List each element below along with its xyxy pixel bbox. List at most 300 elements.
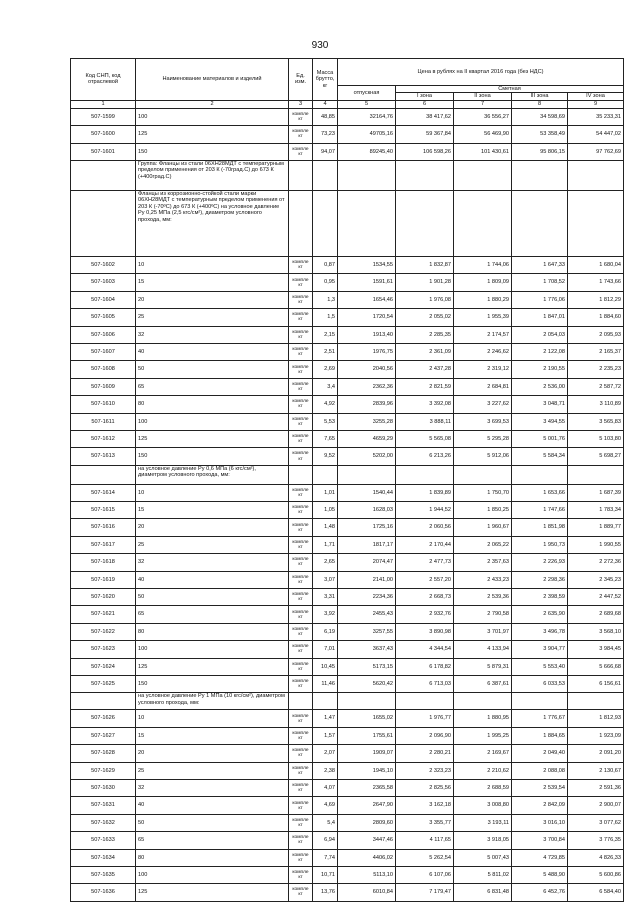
empty-cell [568, 161, 624, 191]
cell-zone-1-price: 3 162,18 [396, 797, 454, 814]
cell-zone-2-price: 6 831,48 [454, 884, 512, 901]
cell-code: 507-1620 [71, 589, 136, 606]
cell-name: 100 [136, 866, 289, 883]
empty-cell [71, 693, 136, 710]
cell-zone-1-price: 3 888,11 [396, 413, 454, 430]
cell-mass: 3,31 [313, 589, 338, 606]
cell-zone-2-price: 2 357,63 [454, 554, 512, 571]
header-estimate: Сметная [396, 86, 624, 93]
cell-mass: 3,07 [313, 571, 338, 588]
cell-zone-4-price: 1 812,29 [568, 291, 624, 308]
cell-unit: компле кт [289, 274, 313, 291]
cell-zone-3-price: 2 226,93 [512, 554, 568, 571]
cell-release-price: 1534,55 [338, 257, 396, 274]
cell-zone-4-price: 5 103,80 [568, 430, 624, 447]
cell-zone-1-price: 1 839,89 [396, 484, 454, 501]
cell-code: 507-1629 [71, 762, 136, 779]
table-row [71, 710, 624, 727]
cell-zone-1-price: 5 262,54 [396, 849, 454, 866]
cell-mass: 4,92 [313, 396, 338, 413]
table-row [71, 108, 624, 125]
table-row [71, 519, 624, 536]
header-mass: Масса брутто, кг [313, 59, 338, 101]
cell-zone-2-price: 1 880,95 [454, 710, 512, 727]
table-row [71, 291, 624, 308]
cell-name: 80 [136, 849, 289, 866]
cell-release-price: 2141,00 [338, 571, 396, 588]
header-zone-2: II зона [454, 93, 512, 100]
cell-zone-4-price: 3 776,35 [568, 832, 624, 849]
cell-code: 507-1609 [71, 378, 136, 395]
cell-zone-2-price: 2 065,22 [454, 536, 512, 553]
cell-code: 507-1625 [71, 676, 136, 693]
col-number: 7 [454, 100, 512, 108]
empty-cell [454, 161, 512, 191]
cell-unit: компле кт [289, 108, 313, 125]
cell-zone-4-price: 2 095,93 [568, 326, 624, 343]
cell-zone-4-price: 3 568,10 [568, 623, 624, 640]
cell-mass: 3,92 [313, 606, 338, 623]
cell-zone-2-price: 1 955,39 [454, 309, 512, 326]
cell-unit: компле кт [289, 745, 313, 762]
empty-cell [71, 191, 136, 257]
cell-release-price: 1628,03 [338, 502, 396, 519]
cell-zone-2-price: 5 912,06 [454, 448, 512, 465]
table-row [71, 448, 624, 465]
cell-zone-2-price: 1 850,25 [454, 502, 512, 519]
cell-zone-4-price: 3 984,45 [568, 641, 624, 658]
table-row [71, 762, 624, 779]
cell-release-price: 1725,16 [338, 519, 396, 536]
cell-zone-1-price: 3 355,77 [396, 814, 454, 831]
cell-zone-4-price: 2 587,72 [568, 378, 624, 395]
cell-zone-2-price: 1 809,09 [454, 274, 512, 291]
cell-zone-1-price: 3 392,08 [396, 396, 454, 413]
col-number: 4 [313, 100, 338, 108]
empty-cell [289, 693, 313, 710]
cell-code: 507-1631 [71, 797, 136, 814]
cell-release-price: 2809,60 [338, 814, 396, 831]
table-row [71, 658, 624, 675]
cell-zone-3-price: 2 635,90 [512, 606, 568, 623]
cell-zone-4-price: 97 762,69 [568, 143, 624, 160]
cell-mass: 1,47 [313, 710, 338, 727]
cell-release-price: 1540,44 [338, 484, 396, 501]
cell-name: 10 [136, 710, 289, 727]
cell-zone-3-price: 95 806,15 [512, 143, 568, 160]
table-row [71, 126, 624, 143]
cell-zone-3-price: 34 598,69 [512, 108, 568, 125]
cell-release-price: 32164,76 [338, 108, 396, 125]
cell-zone-2-price: 2 539,36 [454, 589, 512, 606]
price-table [70, 58, 624, 902]
cell-zone-3-price: 53 358,49 [512, 126, 568, 143]
cell-zone-1-price: 2 821,59 [396, 378, 454, 395]
cell-release-price: 2839,96 [338, 396, 396, 413]
cell-release-price: 1976,75 [338, 343, 396, 360]
section-text: Фланцы из коррозионно-стойкой стали марки 06ХН28МДТ с температурным пределом применения от 203 К (-70ºС) до 673 К (+400ºС) на условное давление Ру 0,25 МПа (2,5 кгс/см²), диаметром условного прохода, мм: [136, 191, 289, 257]
cell-zone-4-price: 35 233,31 [568, 108, 624, 125]
cell-zone-1-price: 6 107,06 [396, 866, 454, 883]
cell-release-price: 89245,40 [338, 143, 396, 160]
cell-unit: компле кт [289, 361, 313, 378]
empty-cell [338, 465, 396, 484]
cell-zone-3-price: 1 647,33 [512, 257, 568, 274]
col-number: 5 [338, 100, 396, 108]
cell-zone-3-price: 2 536,00 [512, 378, 568, 395]
cell-unit: компле кт [289, 413, 313, 430]
cell-mass: 10,71 [313, 866, 338, 883]
cell-zone-1-price: 2 096,90 [396, 727, 454, 744]
cell-zone-3-price: 4 729,85 [512, 849, 568, 866]
cell-name: 10 [136, 484, 289, 501]
cell-zone-3-price: 3 496,78 [512, 623, 568, 640]
cell-zone-3-price: 2 398,59 [512, 589, 568, 606]
table-row [71, 554, 624, 571]
cell-code: 507-1628 [71, 745, 136, 762]
cell-mass: 2,07 [313, 745, 338, 762]
empty-cell [396, 693, 454, 710]
cell-zone-1-price: 59 367,84 [396, 126, 454, 143]
cell-zone-4-price: 4 826,33 [568, 849, 624, 866]
cell-code: 507-1615 [71, 502, 136, 519]
cell-zone-4-price: 3 077,62 [568, 814, 624, 831]
section-row [71, 161, 624, 191]
cell-zone-2-price: 3 227,62 [454, 396, 512, 413]
cell-release-price: 1909,07 [338, 745, 396, 762]
empty-cell [396, 465, 454, 484]
cell-name: 40 [136, 571, 289, 588]
empty-cell [289, 161, 313, 191]
cell-name: 80 [136, 396, 289, 413]
cell-release-price: 2647,90 [338, 797, 396, 814]
cell-release-price: 1817,17 [338, 536, 396, 553]
cell-release-price: 3257,55 [338, 623, 396, 640]
cell-zone-4-price: 2 165,37 [568, 343, 624, 360]
table-row [71, 623, 624, 640]
cell-code: 507-1600 [71, 126, 136, 143]
cell-release-price: 5202,00 [338, 448, 396, 465]
cell-zone-3-price: 3 494,55 [512, 413, 568, 430]
section-text: на условное давление Ру 1 МПа (10 кгс/см²), диаметром условного прохода, мм: [136, 693, 289, 710]
cell-zone-1-price: 6 213,26 [396, 448, 454, 465]
cell-unit: компле кт [289, 126, 313, 143]
cell-release-price: 1913,40 [338, 326, 396, 343]
cell-zone-3-price: 2 088,08 [512, 762, 568, 779]
empty-cell [454, 465, 512, 484]
col-number: 2 [136, 100, 289, 108]
cell-zone-3-price: 5 584,34 [512, 448, 568, 465]
cell-zone-2-price: 5 811,02 [454, 866, 512, 883]
cell-zone-3-price: 5 553,40 [512, 658, 568, 675]
empty-cell [512, 161, 568, 191]
empty-cell [512, 191, 568, 257]
table-row [71, 502, 624, 519]
cell-unit: компле кт [289, 832, 313, 849]
empty-cell [71, 161, 136, 191]
empty-cell [512, 465, 568, 484]
cell-zone-1-price: 2 060,56 [396, 519, 454, 536]
cell-zone-1-price: 4 117,65 [396, 832, 454, 849]
table-row [71, 274, 624, 291]
cell-release-price: 1654,46 [338, 291, 396, 308]
cell-zone-4-price: 2 091,20 [568, 745, 624, 762]
cell-zone-4-price: 2 130,67 [568, 762, 624, 779]
cell-code: 507-1621 [71, 606, 136, 623]
cell-release-price: 2074,47 [338, 554, 396, 571]
table-row [71, 797, 624, 814]
section-text: на условное давление Ру 0,6 МПа (6 кгс/см²), диаметром условного прохода, мм: [136, 465, 289, 484]
cell-name: 125 [136, 126, 289, 143]
cell-mass: 1,01 [313, 484, 338, 501]
cell-zone-4-price: 5 698,27 [568, 448, 624, 465]
cell-zone-2-price: 5 007,43 [454, 849, 512, 866]
cell-zone-2-price: 2 210,62 [454, 762, 512, 779]
table-row [71, 849, 624, 866]
cell-unit: компле кт [289, 309, 313, 326]
cell-zone-1-price: 2 055,02 [396, 309, 454, 326]
cell-zone-1-price: 7 179,47 [396, 884, 454, 901]
cell-name: 65 [136, 832, 289, 849]
table-row [71, 745, 624, 762]
table-row [71, 309, 624, 326]
cell-mass: 5,4 [313, 814, 338, 831]
cell-zone-1-price: 2 932,76 [396, 606, 454, 623]
table-row [71, 326, 624, 343]
empty-cell [289, 191, 313, 257]
cell-zone-4-price: 1 687,39 [568, 484, 624, 501]
cell-zone-3-price: 1 776,67 [512, 710, 568, 727]
cell-zone-1-price: 2 361,09 [396, 343, 454, 360]
table-row [71, 676, 624, 693]
cell-mass: 1,5 [313, 309, 338, 326]
cell-zone-4-price: 2 689,68 [568, 606, 624, 623]
cell-mass: 4,07 [313, 779, 338, 796]
cell-name: 100 [136, 108, 289, 125]
cell-release-price: 1720,54 [338, 309, 396, 326]
cell-zone-3-price: 6 452,76 [512, 884, 568, 901]
cell-name: 40 [136, 343, 289, 360]
cell-unit: компле кт [289, 623, 313, 640]
cell-unit: компле кт [289, 710, 313, 727]
cell-code: 507-1605 [71, 309, 136, 326]
cell-zone-3-price: 1 950,73 [512, 536, 568, 553]
cell-zone-1-price: 2 437,28 [396, 361, 454, 378]
cell-zone-2-price: 2 688,59 [454, 779, 512, 796]
table-row [71, 866, 624, 883]
cell-zone-3-price: 3 700,84 [512, 832, 568, 849]
cell-mass: 0,87 [313, 257, 338, 274]
cell-zone-2-price: 56 469,90 [454, 126, 512, 143]
cell-name: 100 [136, 413, 289, 430]
cell-zone-3-price: 6 033,53 [512, 676, 568, 693]
cell-name: 32 [136, 554, 289, 571]
cell-zone-2-price: 3 008,80 [454, 797, 512, 814]
cell-zone-1-price: 2 825,56 [396, 779, 454, 796]
empty-cell [71, 465, 136, 484]
cell-unit: компле кт [289, 866, 313, 883]
cell-unit: компле кт [289, 727, 313, 744]
cell-zone-4-price: 1 884,60 [568, 309, 624, 326]
cell-mass: 7,65 [313, 430, 338, 447]
cell-name: 150 [136, 676, 289, 693]
cell-zone-1-price: 2 477,73 [396, 554, 454, 571]
table-row [71, 536, 624, 553]
cell-name: 32 [136, 326, 289, 343]
cell-zone-3-price: 5 001,76 [512, 430, 568, 447]
cell-name: 10 [136, 257, 289, 274]
cell-code: 507-1617 [71, 536, 136, 553]
cell-mass: 13,76 [313, 884, 338, 901]
cell-zone-4-price: 1 923,09 [568, 727, 624, 744]
cell-zone-3-price: 1 653,66 [512, 484, 568, 501]
cell-name: 20 [136, 745, 289, 762]
cell-zone-3-price: 3 048,71 [512, 396, 568, 413]
col-number: 8 [512, 100, 568, 108]
cell-mass: 11,46 [313, 676, 338, 693]
cell-zone-1-price: 5 565,08 [396, 430, 454, 447]
cell-mass: 2,65 [313, 554, 338, 571]
cell-unit: компле кт [289, 430, 313, 447]
cell-unit: компле кт [289, 519, 313, 536]
cell-code: 507-1622 [71, 623, 136, 640]
cell-code: 507-1611 [71, 413, 136, 430]
table-row [71, 641, 624, 658]
cell-unit: компле кт [289, 884, 313, 901]
cell-release-price: 3637,43 [338, 641, 396, 658]
cell-code: 507-1612 [71, 430, 136, 447]
cell-zone-4-price: 6 584,40 [568, 884, 624, 901]
cell-zone-1-price: 1 976,77 [396, 710, 454, 727]
table-row [71, 378, 624, 395]
empty-cell [289, 465, 313, 484]
cell-mass: 0,95 [313, 274, 338, 291]
cell-mass: 7,01 [313, 641, 338, 658]
cell-zone-4-price: 2 591,36 [568, 779, 624, 796]
cell-release-price: 1655,02 [338, 710, 396, 727]
cell-mass: 5,53 [313, 413, 338, 430]
cell-release-price: 49705,16 [338, 126, 396, 143]
cell-zone-4-price: 54 447,02 [568, 126, 624, 143]
table-row [71, 589, 624, 606]
cell-name: 15 [136, 727, 289, 744]
cell-zone-4-price: 3 110,89 [568, 396, 624, 413]
cell-name: 15 [136, 274, 289, 291]
cell-mass: 9,52 [313, 448, 338, 465]
cell-zone-1-price: 1 901,28 [396, 274, 454, 291]
cell-unit: компле кт [289, 641, 313, 658]
cell-zone-3-price: 2 190,55 [512, 361, 568, 378]
cell-unit: компле кт [289, 849, 313, 866]
empty-cell [568, 465, 624, 484]
cell-mass: 10,45 [313, 658, 338, 675]
cell-zone-3-price: 1 851,98 [512, 519, 568, 536]
cell-zone-3-price: 1 747,66 [512, 502, 568, 519]
table-row [71, 430, 624, 447]
cell-release-price: 1591,61 [338, 274, 396, 291]
cell-zone-2-price: 2 246,62 [454, 343, 512, 360]
cell-code: 507-1636 [71, 884, 136, 901]
cell-unit: компле кт [289, 343, 313, 360]
empty-cell [568, 693, 624, 710]
cell-name: 80 [136, 623, 289, 640]
cell-release-price: 2365,58 [338, 779, 396, 796]
cell-zone-3-price: 2 049,40 [512, 745, 568, 762]
header-unit: Ед. изм. [289, 59, 313, 101]
cell-code: 507-1610 [71, 396, 136, 413]
cell-release-price: 2234,36 [338, 589, 396, 606]
cell-zone-1-price: 2 557,20 [396, 571, 454, 588]
empty-cell [313, 191, 338, 257]
empty-cell [313, 693, 338, 710]
cell-unit: компле кт [289, 676, 313, 693]
cell-code: 507-1633 [71, 832, 136, 849]
cell-zone-4-price: 6 156,61 [568, 676, 624, 693]
cell-unit: компле кт [289, 589, 313, 606]
cell-release-price: 3447,46 [338, 832, 396, 849]
header-zone-4: IV зона [568, 93, 624, 100]
table-row [71, 343, 624, 360]
cell-code: 507-1607 [71, 343, 136, 360]
cell-code: 507-1635 [71, 866, 136, 883]
cell-unit: компле кт [289, 484, 313, 501]
cell-code: 507-1606 [71, 326, 136, 343]
cell-zone-1-price: 1 944,52 [396, 502, 454, 519]
col-number: 1 [71, 100, 136, 108]
cell-unit: компле кт [289, 814, 313, 831]
empty-cell [396, 161, 454, 191]
cell-zone-1-price: 38 417,62 [396, 108, 454, 125]
empty-cell [338, 191, 396, 257]
cell-unit: компле кт [289, 143, 313, 160]
cell-mass: 3,4 [313, 378, 338, 395]
cell-zone-2-price: 1 960,67 [454, 519, 512, 536]
cell-zone-1-price: 3 890,98 [396, 623, 454, 640]
col-number: 3 [289, 100, 313, 108]
cell-code: 507-1632 [71, 814, 136, 831]
cell-mass: 2,15 [313, 326, 338, 343]
cell-zone-1-price: 2 285,35 [396, 326, 454, 343]
header-zone-3: III зона [512, 93, 568, 100]
cell-code: 507-1627 [71, 727, 136, 744]
cell-code: 507-1602 [71, 257, 136, 274]
cell-mass: 1,57 [313, 727, 338, 744]
cell-unit: компле кт [289, 606, 313, 623]
cell-mass: 73,23 [313, 126, 338, 143]
cell-code: 507-1608 [71, 361, 136, 378]
cell-zone-4-price: 2 900,07 [568, 797, 624, 814]
cell-mass: 1,71 [313, 536, 338, 553]
cell-unit: компле кт [289, 536, 313, 553]
cell-zone-2-price: 3 193,11 [454, 814, 512, 831]
cell-zone-1-price: 6 713,03 [396, 676, 454, 693]
cell-code: 507-1603 [71, 274, 136, 291]
cell-name: 25 [136, 309, 289, 326]
cell-name: 125 [136, 430, 289, 447]
empty-cell [568, 191, 624, 257]
cell-zone-1-price: 4 344,54 [396, 641, 454, 658]
cell-zone-2-price: 6 387,61 [454, 676, 512, 693]
table-row [71, 814, 624, 831]
cell-mass: 6,19 [313, 623, 338, 640]
cell-release-price: 2362,36 [338, 378, 396, 395]
cell-code: 507-1623 [71, 641, 136, 658]
cell-zone-2-price: 4 133,94 [454, 641, 512, 658]
cell-zone-2-price: 2 433,23 [454, 571, 512, 588]
cell-zone-1-price: 106 598,26 [396, 143, 454, 160]
cell-zone-2-price: 2 319,12 [454, 361, 512, 378]
cell-unit: компле кт [289, 378, 313, 395]
